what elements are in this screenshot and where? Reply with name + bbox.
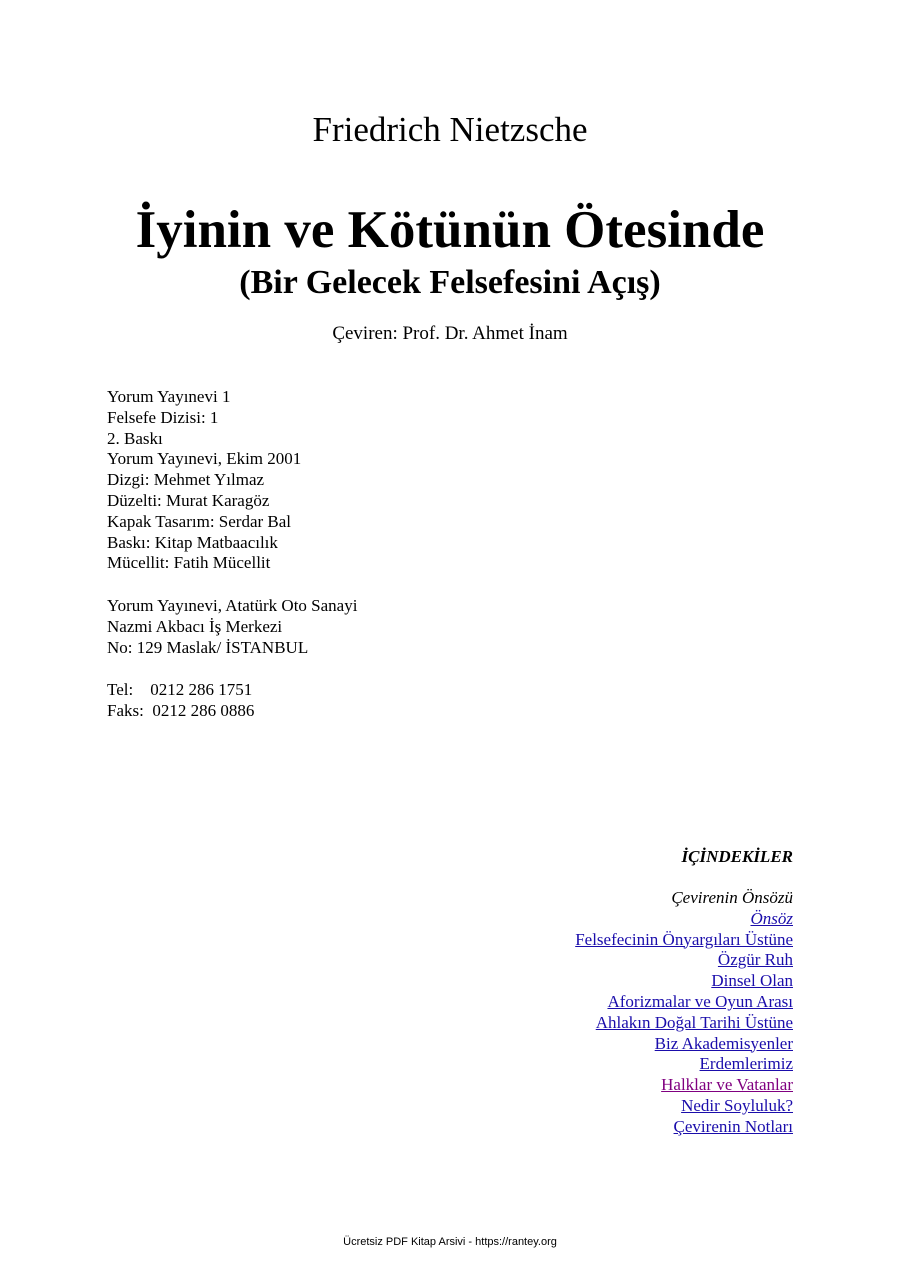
- publication-line: Baskı: Kitap Matbaacılık: [107, 532, 278, 552]
- publication-line: Kapak Tasarım: Serdar Bal: [107, 511, 292, 531]
- toc-link-free-spirit[interactable]: Özgür Ruh: [717, 950, 793, 970]
- publication-line: Düzelti: Murat Karagöz: [107, 490, 270, 510]
- toc-link-preface[interactable]: Önsöz: [750, 908, 793, 928]
- toc-link-peoples-fatherlands[interactable]: Halklar ve Vatanlar: [661, 1075, 793, 1095]
- phone-line: Tel: 0212 286 1751: [107, 680, 253, 699]
- publisher-address: [107, 596, 357, 658]
- publication-line: Dizgi: Mehmet Yılmaz: [107, 470, 265, 490]
- address-line: No: 129 Maslak/ İSTANBUL: [107, 637, 309, 657]
- publication-line: 2. Baskı: [107, 428, 163, 448]
- publication-details: [107, 387, 301, 574]
- author-name: Friedrich Nietzsche: [312, 110, 588, 149]
- table-of-contents: [575, 846, 793, 1138]
- publication-line: Felsefe Dizisi: 1: [107, 407, 219, 427]
- toc-link-aphorisms-interludes[interactable]: Aforizmalar ve Oyun Arası: [607, 991, 793, 1011]
- toc-link-our-virtues[interactable]: Erdemlerimiz: [699, 1054, 793, 1074]
- toc-link-we-scholars[interactable]: Biz Akademisyenler: [654, 1033, 793, 1053]
- publication-line: Yorum Yayınevi 1: [107, 387, 231, 406]
- address-line: Yorum Yayınevi, Atatürk Oto Sanayi: [107, 596, 358, 615]
- toc-link-prejudices-of-philosophers[interactable]: Felsefecinin Önyargıları Üstüne: [575, 929, 793, 949]
- toc-item-translator-preface: Çevirenin Önsözü: [671, 888, 793, 907]
- footer-note: Ücretsiz PDF Kitap Arsivi - https://rantey.org: [343, 1236, 557, 1248]
- toc-link-what-is-noble[interactable]: Nedir Soyluluk?: [681, 1095, 793, 1115]
- toc-list: [575, 888, 793, 1138]
- translator-line: Çeviren: Prof. Dr. Ahmet İnam: [332, 323, 568, 344]
- book-subtitle: (Bir Gelecek Felsefesini Açış): [239, 264, 661, 301]
- publication-line: Mücellit: Fatih Mücellit: [107, 553, 271, 573]
- toc-link-translator-notes[interactable]: Çevirenin Notları: [673, 1116, 793, 1136]
- publisher-contact: [107, 680, 254, 722]
- toc-heading: İÇİNDEKİLER: [681, 847, 793, 866]
- toc-link-religious[interactable]: Dinsel Olan: [711, 971, 793, 991]
- publication-line: Yorum Yayınevi, Ekim 2001: [107, 449, 302, 469]
- fax-line: Faks: 0212 286 0886: [107, 700, 255, 720]
- book-title: İyinin ve Kötünün Ötesinde: [135, 201, 765, 259]
- toc-link-natural-history-morals[interactable]: Ahlakın Doğal Tarihi Üstüne: [595, 1012, 793, 1032]
- address-line: Nazmi Akbacı İş Merkezi: [107, 616, 283, 636]
